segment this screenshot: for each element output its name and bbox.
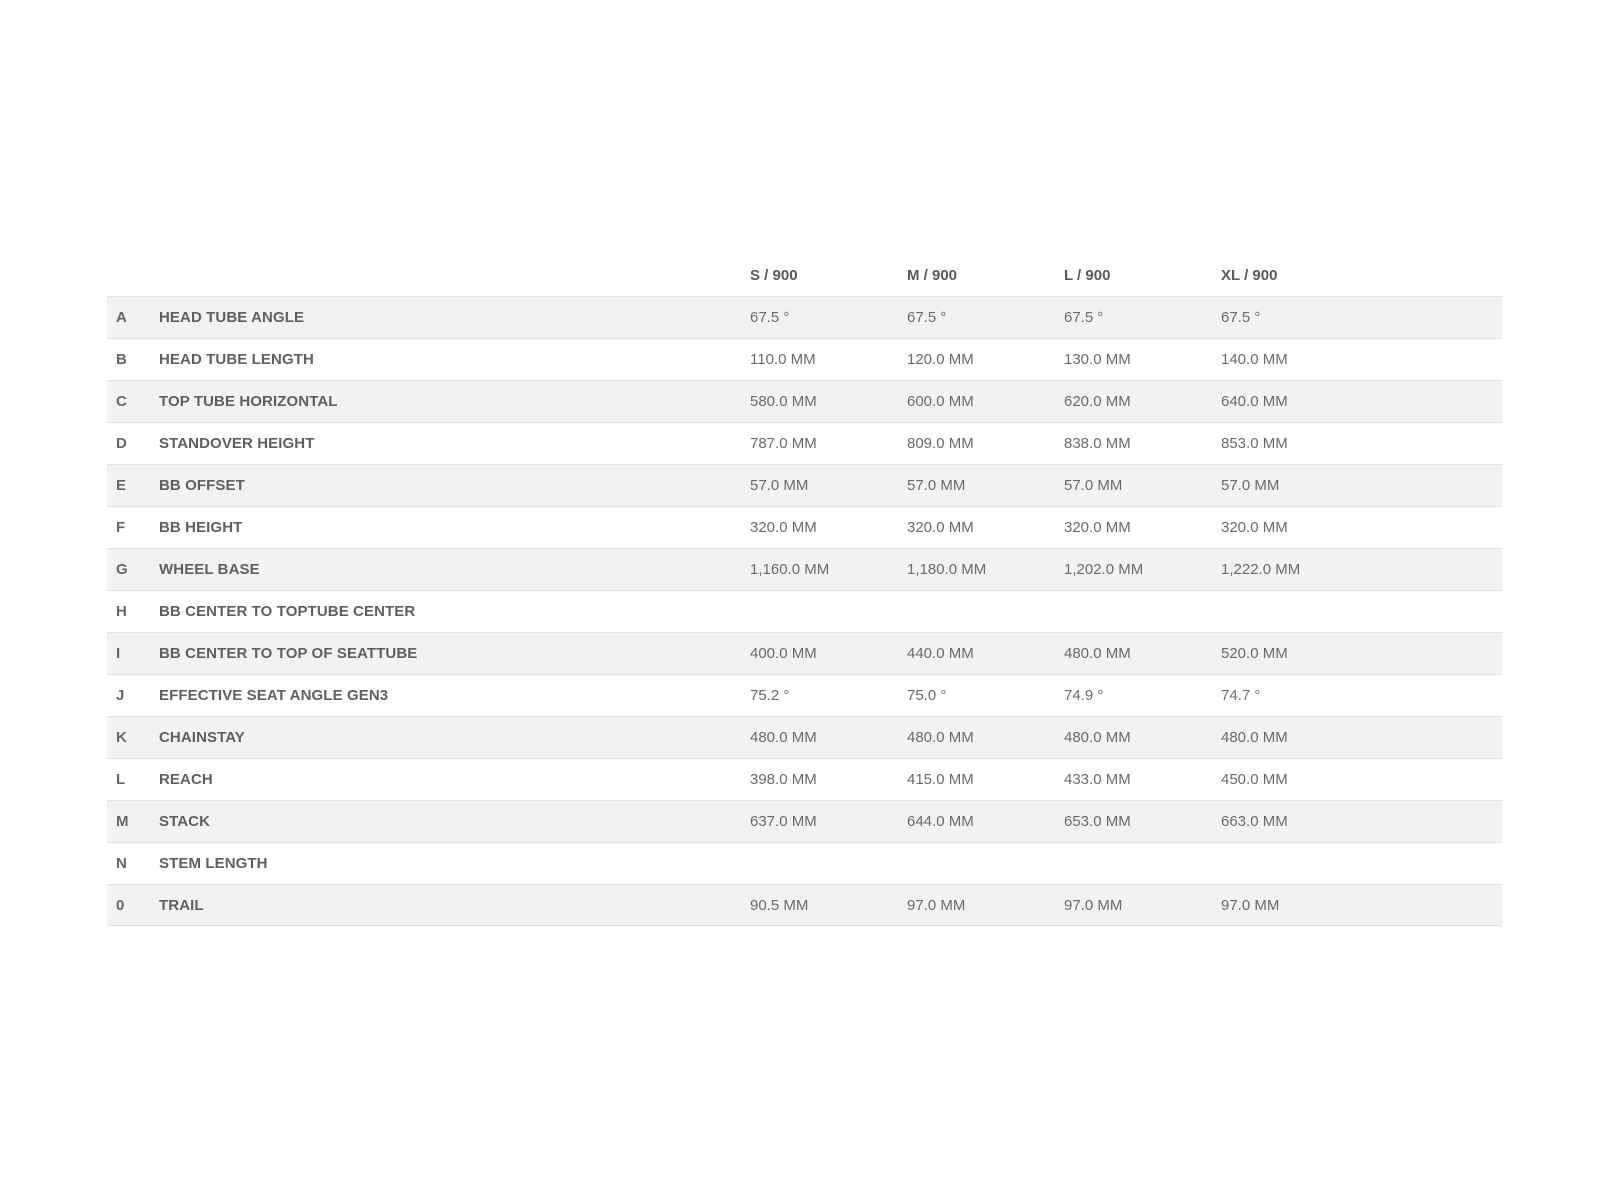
row-label: STANDOVER HEIGHT <box>159 435 315 452</box>
row-value-l: 480.0 MM <box>1064 645 1131 662</box>
row-value-s: 400.0 MM <box>750 645 817 662</box>
row-label: TOP TUBE HORIZONTAL <box>159 393 338 410</box>
table-row <box>107 506 1502 548</box>
row-label: BB HEIGHT <box>159 519 243 536</box>
header-size-s: S / 900 <box>750 267 798 284</box>
table-row <box>107 590 1502 632</box>
row-value-xl: 57.0 MM <box>1221 477 1280 494</box>
row-value-xl: 97.0 MM <box>1221 896 1280 914</box>
row-value-l: 57.0 MM <box>1064 477 1123 494</box>
row-value-xl: 320.0 MM <box>1221 519 1288 536</box>
row-letter: H <box>116 603 127 620</box>
row-value-m: 480.0 MM <box>907 729 974 746</box>
row-value-s: 90.5 MM <box>750 896 809 914</box>
row-value-s: 320.0 MM <box>750 519 817 536</box>
row-value-xl: 140.0 MM <box>1221 351 1288 368</box>
row-value-l: 433.0 MM <box>1064 771 1131 788</box>
row-value-s: 75.2 ° <box>750 687 790 704</box>
table-row <box>107 674 1502 716</box>
row-value-xl: 450.0 MM <box>1221 771 1288 788</box>
row-value-xl: 520.0 MM <box>1221 645 1288 662</box>
row-value-l: 620.0 MM <box>1064 393 1131 410</box>
row-value-l: 838.0 MM <box>1064 435 1131 452</box>
row-letter: 0 <box>116 896 125 914</box>
row-letter: F <box>116 519 126 536</box>
row-value-l: 653.0 MM <box>1064 813 1131 830</box>
table-row <box>107 548 1502 590</box>
row-value-m: 644.0 MM <box>907 813 974 830</box>
row-value-m: 67.5 ° <box>907 309 947 326</box>
row-label: STACK <box>159 813 211 830</box>
row-letter: D <box>116 435 127 452</box>
table-row <box>107 884 1502 926</box>
header-size-xl: XL / 900 <box>1221 267 1278 284</box>
row-value-xl: 663.0 MM <box>1221 813 1288 830</box>
row-value-m: 97.0 MM <box>907 896 966 914</box>
table-row <box>107 632 1502 674</box>
row-label: WHEEL BASE <box>159 561 260 578</box>
row-label: EFFECTIVE SEAT ANGLE GEN3 <box>159 687 389 704</box>
row-value-m: 809.0 MM <box>907 435 974 452</box>
row-label: BB CENTER TO TOP OF SEATTUBE <box>159 645 418 662</box>
row-value-xl: 1,222.0 MM <box>1221 561 1301 578</box>
header-size-l: L / 900 <box>1064 267 1111 284</box>
row-letter: B <box>116 351 127 368</box>
geometry-table <box>107 255 1502 926</box>
row-letter: N <box>116 855 127 872</box>
row-label: TRAIL <box>159 896 204 914</box>
table-row <box>107 800 1502 842</box>
row-value-l: 1,202.0 MM <box>1064 561 1144 578</box>
row-letter: E <box>116 477 127 494</box>
row-label: REACH <box>159 771 213 788</box>
row-value-m: 120.0 MM <box>907 351 974 368</box>
table-row <box>107 338 1502 380</box>
row-value-s: 110.0 MM <box>750 351 816 368</box>
row-value-m: 600.0 MM <box>907 393 974 410</box>
table-row <box>107 842 1502 884</box>
row-value-s: 580.0 MM <box>750 393 817 410</box>
header-size-m: M / 900 <box>907 267 958 284</box>
row-value-s: 67.5 ° <box>750 309 790 326</box>
row-label: BB OFFSET <box>159 477 245 494</box>
table-row <box>107 758 1502 800</box>
table-row <box>107 716 1502 758</box>
table-row <box>107 296 1502 338</box>
row-label: HEAD TUBE ANGLE <box>159 309 305 326</box>
row-label: HEAD TUBE LENGTH <box>159 351 314 368</box>
row-value-s: 637.0 MM <box>750 813 817 830</box>
row-value-m: 320.0 MM <box>907 519 974 536</box>
row-value-xl: 67.5 ° <box>1221 309 1261 326</box>
row-value-xl: 640.0 MM <box>1221 393 1288 410</box>
row-letter: A <box>116 309 127 326</box>
row-letter: L <box>116 771 126 788</box>
row-label: STEM LENGTH <box>159 855 268 872</box>
row-value-m: 75.0 ° <box>907 687 947 704</box>
row-letter: C <box>116 393 127 410</box>
table-row <box>107 464 1502 506</box>
row-value-l: 130.0 MM <box>1064 351 1131 368</box>
row-letter: M <box>116 813 129 830</box>
row-value-m: 57.0 MM <box>907 477 966 494</box>
row-letter: K <box>116 729 127 746</box>
row-letter: J <box>116 687 125 704</box>
row-value-m: 415.0 MM <box>907 771 974 788</box>
row-value-xl: 853.0 MM <box>1221 435 1288 452</box>
row-value-xl: 480.0 MM <box>1221 729 1288 746</box>
table-row <box>107 422 1502 464</box>
row-value-s: 57.0 MM <box>750 477 809 494</box>
row-value-s: 1,160.0 MM <box>750 561 830 578</box>
row-value-s: 480.0 MM <box>750 729 817 746</box>
row-value-s: 398.0 MM <box>750 771 817 788</box>
row-value-m: 1,180.0 MM <box>907 561 987 578</box>
row-letter: G <box>116 561 128 578</box>
table-row <box>107 380 1502 422</box>
row-value-m: 440.0 MM <box>907 645 974 662</box>
row-value-s: 787.0 MM <box>750 435 817 452</box>
row-value-l: 67.5 ° <box>1064 309 1104 326</box>
table-header <box>107 255 1502 296</box>
row-value-l: 97.0 MM <box>1064 896 1123 914</box>
row-value-l: 320.0 MM <box>1064 519 1131 536</box>
row-value-l: 74.9 ° <box>1064 687 1104 704</box>
row-letter: I <box>116 645 121 662</box>
row-value-l: 480.0 MM <box>1064 729 1131 746</box>
row-label: CHAINSTAY <box>159 729 245 746</box>
row-value-xl: 74.7 ° <box>1221 687 1261 704</box>
row-label: BB CENTER TO TOPTUBE CENTER <box>159 603 416 620</box>
